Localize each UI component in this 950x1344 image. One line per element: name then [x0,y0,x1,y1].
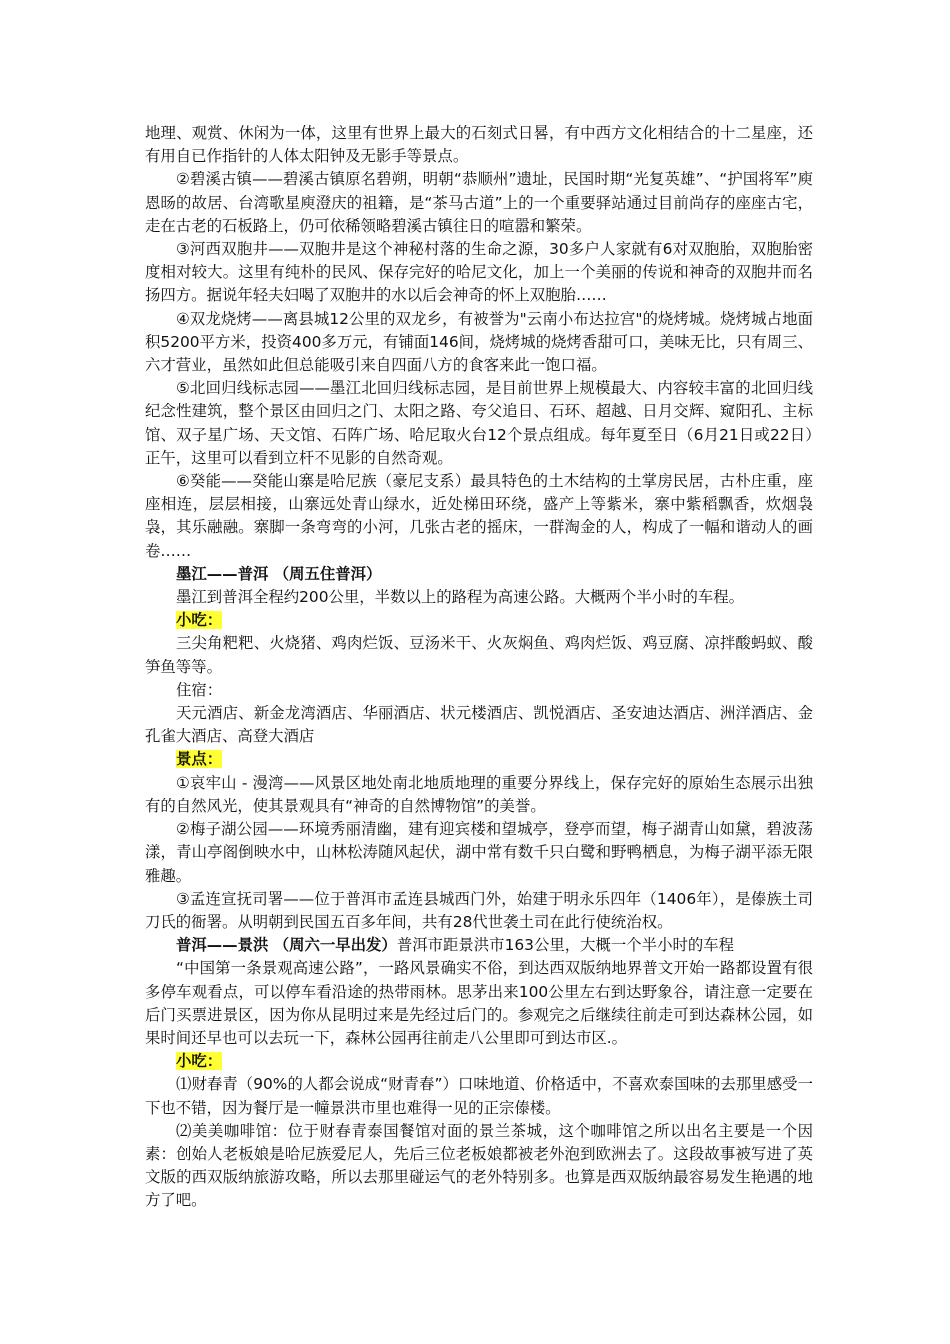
section-heading-line [145,934,813,957]
paragraph: 天元酒店、新金龙湾酒店、华丽酒店、状元楼酒店、凯悦酒店、圣安迪达酒店、洲洋酒店、金孔雀大酒店、高登大酒店 [145,704,813,746]
paragraph: 墨江到普洱全程约200公里，半数以上的路程为高速公路。大概两个半小时的车程。 [176,588,745,607]
paragraph: ③孟连宣抚司署——位于普洱市孟连县城西门外，始建于明永乐四年（1406年），是傣族土司刀氏的衙署。从明朝到民国五百多年间，共有28代世袭土司在此行使统治权。 [145,889,813,931]
paragraph: 三尖角粑粑、火烧猪、鸡肉烂饭、豆汤米干、火灰焖鱼、鸡肉烂饭、鸡豆腐、凉拌酸蚂蚁、酸笋鱼等等。 [145,634,813,676]
paragraph: ⑵美美咖啡馆：位于财春青泰国餐馆对面的景兰茶城，这个咖啡馆之所以出名主要是一个因素：创始人老板娘是哈尼族爱尼人，先后三位老板娘都被老外泡到欧洲去了。这段故事被写进了英文版的西双版纳旅游攻略，所以去那里碰运气的老外特别多。也算是西双版纳最容易发生艳遇的地方了吧。 [145,1121,813,1210]
section-heading: 普洱——景洪 （周六一早出发） [176,936,397,955]
paragraph: “中国第一条景观高速公路”，一路风景确实不俗，到达西双版纳地界普文开始一路都设置有很多停车观看点，可以停车看沿途的热带雨林。思茅出来100公里左右到达野象谷，请注意一定要在后门买票进景区，因为你从昆明过来是先经过后门的。参观完之后继续往前走可到达森林公园，如果时间还早也可以去玩一下，森林公园再往前走八公里即可到达市区.。 [145,959,813,1047]
paragraph: ⑴财春青（90%的人都会说成“财青春”）口味地道、价格适中，不喜欢泰国味的去那里感受一下也不错，因为餐厅是一幢景洪市里也难得一见的正宗傣楼。 [145,1075,813,1117]
paragraph: 地理、观赏、休闲为一体，这里有世界上最大的石刻式日晷，有中西方文化相结合的十二星座，还有用自已作指针的人体太阳钟及无影手等景点。 [145,124,813,166]
section-heading: 墨江——普洱 （周五住普洱） [176,564,382,583]
section-heading-tail: 普洱市距景洪市163公里，大概一个半小时的车程 [396,936,735,955]
paragraph: ④双龙烧烤——离县城12公里的双龙乡，有被誉为"云南小布达拉宫"的烧烤城。烧烤城占地面积5200平方米，投资400多万元，有铺面146间，烧烤城的烧烤香甜可口，美味无比，只有周三、六才营业，虽然如此但总能吸引来自四面八方的食客来此一饱口福。 [145,309,813,375]
paragraph: ⑥癸能——癸能山寨是哈尼族（豪尼支系）最具特色的土木结构的土掌房民居，古朴庄重，座座相连，层层相接，山寨远处青山绿水，近处梯田环绕，盛产上等紫米，寨中紫稻飘香，炊烟袅袅，其乐融融。寨脚一条弯弯的小河，几张古老的摇床，一群淘金的人，构成了一幅和谐动人的画卷…… [145,472,813,560]
paragraph: ②梅子湖公园——环境秀丽清幽，建有迎宾楼和望城亭，登亭而望，梅子湖青山如黛，碧波荡漾，青山亭阁倒映水中，山林松涛随风起伏，湖中常有数千只白鹭和野鸭栖息，为梅子湖平添无限雅趣。 [145,820,813,885]
paragraph: ⑤北回归线标志园——墨江北回归线标志园，是目前世界上规模最大、内容较丰富的北回归线纪念性建筑，整个景区由回归之门、太阳之路、夸父追日、石环、超越、日月交辉、窥阳孔、主标馆、双子星广场、天文馆、石阵广场、哈尼取火台12个景点组成。每年夏至日（6月21日或22日）正午，这里可以看到立杆不见影的自然奇观。 [145,379,813,467]
document-body [145,122,813,1213]
sights-label-line [145,748,813,771]
snack-label-line [145,1050,813,1073]
paragraph: ③河西双胞井——双胞井是这个神秘村落的生命之源，30多户人家就有6对双胞胎，双胞胎密度相对较大。这里有纯朴的民风、保存完好的哈尼文化，加上一个美丽的传说和神奇的双胞井而名扬四方。据说年轻夫妇喝了双胞井的水以后会神奇的怀上双胞胎…… [145,240,813,305]
paragraph: ②碧溪古镇——碧溪古镇原名碧朔，明朝“恭顺州”遗址，民国时期“光复英雄”、“护国将军”庾恩旸的故居、台湾歌星庾澄庆的祖籍，是“茶马古道”上的一个重要驿站通过目前尚存的座座古宅，走在古老的石板路上，仍可依稀领略碧溪古镇往日的喧嚣和繁荣。 [145,170,813,235]
highlighted-label: 小吃： [176,611,223,630]
snack-label-line [145,609,813,632]
paragraph: ①哀牢山 - 漫湾——风景区地处南北地质地理的重要分界线上，保存完好的原始生态展示出独有的自然风光，使其景观具有“神奇的自然博物馆”的美誉。 [145,773,813,815]
highlighted-label: 景点： [176,750,223,769]
highlighted-label: 小吃： [176,1052,223,1071]
stay-label: 住宿： [176,680,223,699]
